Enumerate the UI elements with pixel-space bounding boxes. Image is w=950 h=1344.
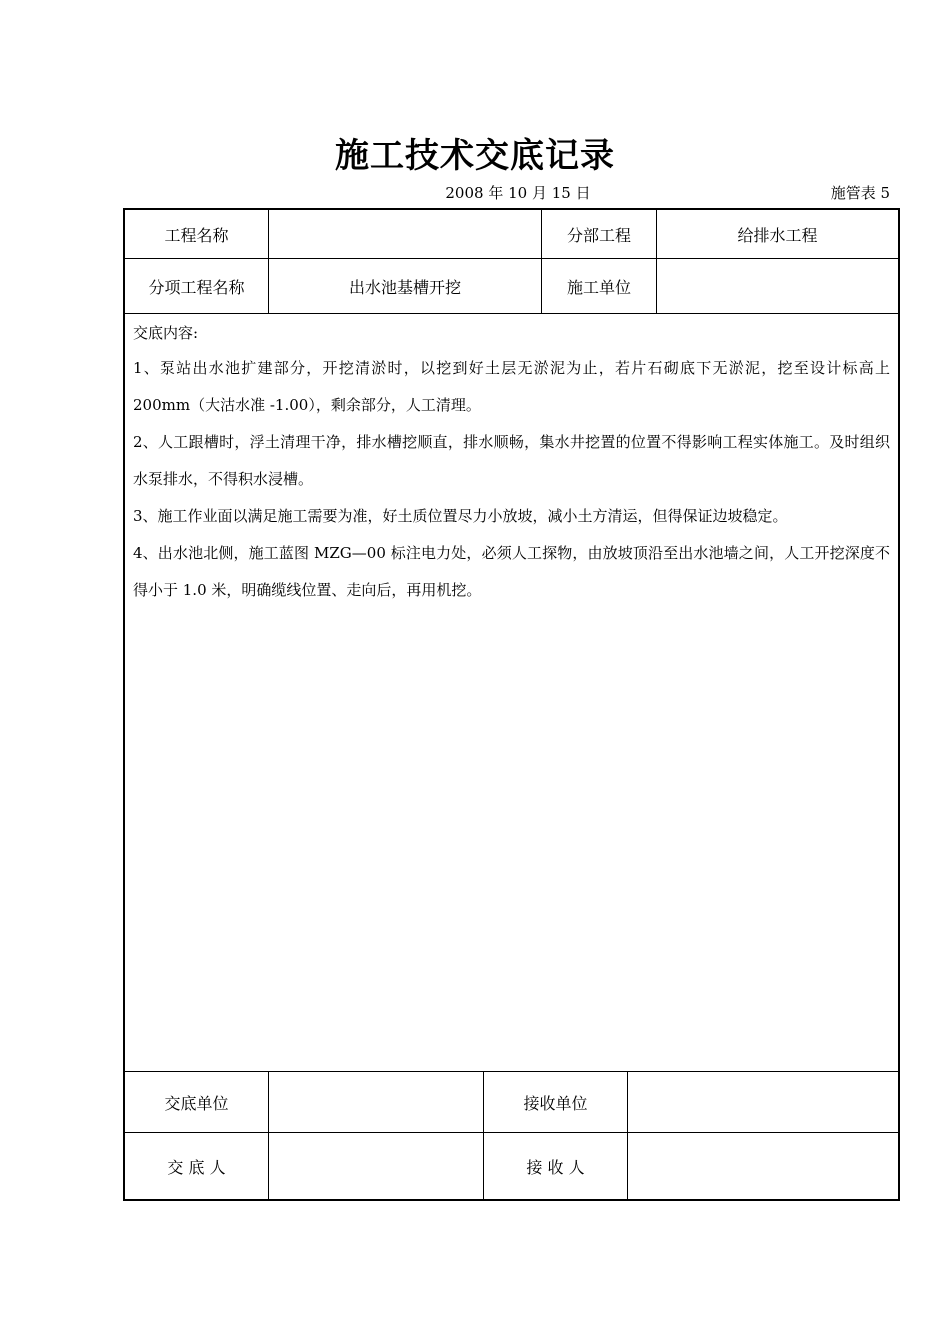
contractor-field[interactable]	[657, 259, 898, 313]
briefing-heading: 交底内容:	[133, 324, 199, 342]
issuer-unit-label: 交底单位	[164, 1093, 229, 1113]
issuer-person-label: 交 底 人	[167, 1157, 226, 1177]
contractor-label: 施工单位	[566, 277, 631, 297]
record-table	[123, 208, 900, 1201]
briefing-content	[133, 320, 890, 609]
briefing-item-4: 4、出水池北侧，施工蓝图 MZG—00 标注电力处，必须人工探物，由放坡顶沿至出水池墙之间，人工开挖深度不得小于 1.0 米，明确缆线位置、走向后，再用机挖。	[133, 544, 890, 599]
receiver-unit-label: 接收单位	[523, 1093, 588, 1113]
issuer-unit-field[interactable]	[269, 1072, 483, 1132]
issuer-person-field[interactable]	[269, 1133, 483, 1199]
sub-item-field[interactable]: 出水池基槽开挖	[348, 277, 461, 297]
form-number: 施管表 5	[830, 184, 890, 202]
project-name-field[interactable]	[269, 210, 541, 258]
briefing-item-3: 3、施工作业面以满足施工需要为准，好土质位置尽力小放坡，减小土方清运，但得保证边坡稳定。	[133, 507, 788, 525]
briefing-item-1: 1、泵站出水池扩建部分，开挖清淤时，以挖到好土层无淤泥为止，若片石砌底下无淤泥，挖至设计标高上 200mm（大沽水准 -1.00），剩余部分，人工清理。	[133, 359, 890, 414]
briefing-item-2: 2、人工跟槽时，浮土清理干净，排水槽挖顺直，排水顺畅，集水井挖置的位置不得影响工程实体施工。及时组织水泵排水，不得积水浸槽。	[133, 433, 890, 488]
receiver-person-label: 接 收 人	[526, 1157, 585, 1177]
receiver-person-field[interactable]	[628, 1133, 898, 1199]
division-label: 分部工程	[566, 225, 631, 245]
record-date: 2008 年 10 月 15 日	[445, 184, 591, 202]
sub-item-label: 分项工程名称	[148, 277, 245, 297]
project-name-label: 工程名称	[164, 225, 229, 245]
document-title: 施工技术交底记录	[335, 136, 615, 176]
division-field[interactable]: 给排水工程	[737, 225, 818, 245]
receiver-unit-field[interactable]	[628, 1072, 898, 1132]
row-divider	[125, 313, 898, 314]
